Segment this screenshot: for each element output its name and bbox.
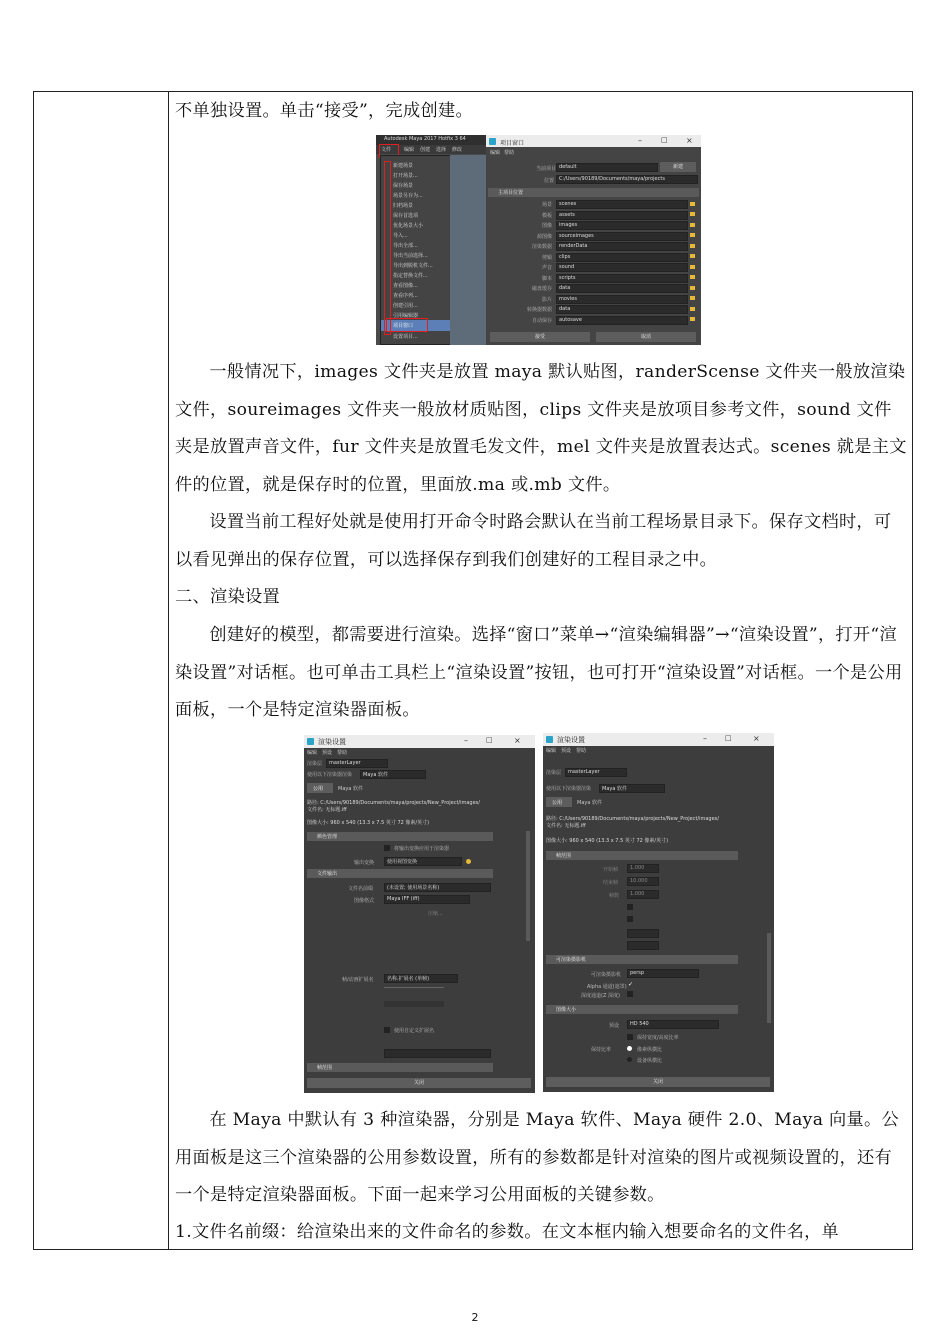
folder-label: 模板	[541, 212, 552, 219]
app-title: Autodesk Maya 2017 Hotfix 3 64	[384, 136, 466, 142]
viewport-area	[450, 155, 490, 345]
folder-path-input[interactable]: data	[556, 305, 688, 314]
end-frame-input[interactable]: 10.000	[627, 877, 659, 886]
extension-input[interactable]	[384, 1049, 491, 1058]
scrollbar[interactable]	[526, 831, 530, 941]
menu-item[interactable]: 保存场景	[393, 183, 414, 189]
project-window	[486, 135, 701, 345]
menu-edit[interactable]: 编辑	[490, 150, 501, 156]
menu-item[interactable]: 导出当前选择...	[393, 253, 428, 259]
maya-logo-icon	[546, 736, 553, 743]
folder-label: 影片	[541, 296, 552, 303]
radio-button[interactable]	[627, 1057, 632, 1062]
cancel-button[interactable]: 取消	[596, 332, 696, 342]
render-layer-select[interactable]: masterLayer	[326, 759, 388, 768]
filename-text: 文件名: 无标题.iff	[307, 807, 347, 813]
pixel-aspect-label: 像素纵横比	[637, 1047, 663, 1053]
tab-maya-software[interactable]: Maya 软件	[338, 786, 363, 792]
folder-icon[interactable]	[690, 286, 695, 290]
minimize-button[interactable]: –	[703, 734, 707, 743]
preset-select[interactable]: HD 540	[627, 1020, 719, 1029]
menu-item[interactable]: 优化场景大小	[393, 223, 424, 229]
window-title: 渲染设置	[318, 738, 346, 746]
menu-item[interactable]: 设置项目...	[393, 334, 418, 340]
folder-label: 剪辑	[541, 254, 552, 261]
maximize-button[interactable]: □	[486, 736, 493, 744]
menu-item[interactable]: 创建引用...	[393, 303, 418, 309]
renderer-label: 使用以下渲染器渲染	[546, 786, 592, 792]
paragraph: 设置当前工程好处就是使用打开命令时路会默认在当前工程场景目录下。保存文档时，可以看见弹出的保存位置，可以选择保存到我们创建好的工程目录之中。	[175, 512, 892, 570]
depth-label: 深度通道(Z 深度)	[581, 993, 620, 999]
frame-ext-select[interactable]: 名称.扩展名 (单帧)	[384, 974, 458, 983]
maximize-button[interactable]: □	[725, 734, 732, 742]
output-transform-select[interactable]: 使用视图变换	[384, 857, 462, 866]
folder-label: 渲染数据	[531, 244, 552, 250]
menu-item[interactable]: 打开场景...	[393, 173, 418, 179]
menu-item[interactable]: 归档场景	[393, 203, 414, 209]
folder-icon[interactable]	[690, 265, 695, 269]
section-color-management[interactable]: 颜色管理	[307, 832, 493, 841]
render-layer-label: 渲染层	[546, 770, 562, 776]
new-project-button[interactable]: 新建	[660, 162, 696, 172]
folder-label: 自动保存	[531, 317, 552, 324]
folder-icon[interactable]	[690, 307, 695, 311]
menu-preset[interactable]: 预设	[322, 750, 333, 756]
renderer-label: 使用以下渲染器渲染	[307, 772, 353, 778]
app-menu-create[interactable]: 创建	[420, 147, 431, 153]
checkbox[interactable]	[384, 1027, 390, 1033]
section-header[interactable]: 主项目位置	[488, 188, 699, 197]
alpha-label: Alpha 通道(遮罩)	[587, 984, 627, 990]
prefix-input[interactable]: (未设置; 使用场景名称)	[384, 883, 491, 892]
accept-button[interactable]: 接受	[490, 332, 590, 342]
paragraph: 在 Maya 中默认有 3 种渲染器，分别是 Maya 软件、Maya 硬件 2.0、Maya 向量。公用面板是这三个渲染器的公用参数设置，所有的参数都是针对渲染的图片或视频设置的，还有一个是特定渲染器面板。下面一起来学习公用面板的关键参数。	[175, 1110, 899, 1205]
minimize-button[interactable]: –	[638, 136, 642, 145]
location-field[interactable]: C:/Users/90189/Documents/maya/projects	[556, 175, 698, 184]
menu-item[interactable]: 新建场景	[393, 163, 414, 169]
keep-ratio-label: 保持宽度/高度比率	[637, 1035, 679, 1041]
close-button-bottom[interactable]: 关闭	[546, 1077, 770, 1087]
close-button[interactable]: ×	[753, 734, 760, 743]
close-button[interactable]: ×	[514, 736, 521, 745]
location-label: 位置	[544, 178, 555, 184]
menu-help[interactable]: 帮助	[337, 750, 348, 756]
render-settings-screenshot-right	[543, 733, 774, 1092]
checkbox[interactable]	[627, 991, 633, 997]
menu-item[interactable]: 指定替换文件...	[393, 273, 428, 279]
folder-path-input[interactable]: sound	[556, 263, 688, 272]
folder-icon[interactable]	[690, 233, 695, 237]
section-file-output[interactable]: 文件输出	[307, 869, 493, 878]
menu-item[interactable]: 导入...	[393, 233, 408, 239]
menu-item[interactable]: 导出到脱机文件...	[393, 263, 433, 269]
menu-item[interactable]: 查看图像...	[393, 283, 418, 289]
camera-label: 可渲染摄影机	[591, 972, 622, 978]
scrollbar[interactable]	[767, 933, 771, 1023]
section-heading: 二、渲染设置	[175, 587, 280, 607]
render-settings-screenshot-left	[304, 735, 535, 1093]
window-title: 项目窗口	[500, 140, 525, 147]
menu-item[interactable]: 场景另存为...	[393, 193, 423, 199]
current-project-label: 当前项目	[536, 166, 557, 172]
project-window-screenshot	[376, 135, 701, 345]
menu-item[interactable]: 查看序列...	[393, 293, 418, 299]
start-frame-input[interactable]: 1.000	[627, 864, 659, 873]
folder-icon[interactable]	[690, 254, 695, 258]
step-input[interactable]: 1.000	[627, 890, 659, 899]
camera-select[interactable]: persp	[627, 969, 699, 978]
highlight-menu-column	[384, 161, 391, 335]
section-frame-range[interactable]: 帧范围	[307, 1063, 493, 1072]
device-aspect-label: 设备纵横比	[637, 1058, 663, 1064]
current-project-field[interactable]: default	[556, 163, 658, 172]
window-title: 渲染设置	[557, 736, 585, 744]
folder-icon[interactable]	[690, 317, 695, 321]
gear-icon[interactable]	[466, 859, 471, 864]
compress-button[interactable]: 压缩...	[428, 911, 443, 917]
radio-button[interactable]	[627, 1046, 632, 1051]
apply-output-label: 将输出变换应用于渲染器	[394, 846, 450, 852]
folder-icon[interactable]	[690, 212, 695, 216]
page-number: 2	[471, 1311, 479, 1324]
maya-logo-icon	[307, 738, 314, 745]
tab-maya-software[interactable]: Maya 软件	[577, 800, 602, 806]
tab-common[interactable]: 公用	[313, 786, 324, 792]
close-button-bottom[interactable]: 关闭	[307, 1078, 531, 1088]
output-transform-label: 输出变换	[354, 860, 375, 866]
checkbox[interactable]	[627, 1034, 633, 1040]
folder-icon[interactable]	[690, 244, 695, 248]
paragraph: 一般情况下，images 文件夹是放置 maya 默认贴图，randerScense 文件夹一般放渲染文件，soureimages 文件夹一般放材质贴图，clips 文件夹是放项目参考文件，sound 文件夹是放置声音文件，fur 文件夹是放置毛发文件，mel 文件夹是放置表达式。scenes 就是主文件的位置，就是保存时的位置，里面放.ma 或.mb 文件。	[175, 362, 907, 495]
checkbox[interactable]	[384, 845, 390, 851]
image-size-text: 图像大小: 960 x 540 (13.3 x 7.5 英寸 72 像素/英寸)	[546, 838, 669, 844]
checkbox[interactable]	[627, 916, 633, 922]
menu-item-project-window[interactable]: 项目窗口	[393, 323, 414, 329]
section-frame-range[interactable]: 帧范围	[546, 851, 738, 860]
custom-ext-label: 使用自定义扩展名	[394, 1028, 435, 1034]
menu-item[interactable]: 引用编辑器	[393, 313, 419, 319]
app-menu-modify[interactable]: 修改	[452, 147, 463, 153]
ratio-label: 保持比率	[591, 1047, 612, 1053]
alpha-checkmark-icon[interactable]: ✓	[628, 981, 634, 988]
menu-help[interactable]: 帮助	[576, 748, 587, 754]
maximize-button[interactable]: □	[661, 136, 668, 144]
frame-ext-label: 帧/动画扩展名	[342, 977, 374, 983]
folder-path-input[interactable]: scripts	[556, 274, 688, 283]
tab-common[interactable]: 公用	[552, 800, 563, 806]
minimize-button[interactable]: –	[464, 736, 468, 745]
step-label: 帧数	[609, 893, 620, 899]
menu-item[interactable]: 保存首选项	[393, 213, 419, 219]
folder-path-input[interactable]: renderData	[556, 242, 688, 251]
paragraph: 1.文件名前缀：给渲染出来的文件命名的参数。在文本框内输入想要命名的文件名，单	[175, 1222, 840, 1242]
paragraph: 不单独设置。单击“接受”，完成创建。	[175, 101, 473, 121]
end-frame-label: 结束帧	[603, 880, 619, 886]
folder-icon[interactable]	[690, 296, 695, 300]
renderer-select[interactable]: Maya 软件	[360, 770, 426, 779]
folder-path-input[interactable]: assets	[556, 211, 688, 220]
highlight-project-window-item	[386, 318, 428, 332]
close-button[interactable]: ×	[686, 136, 693, 145]
menu-preset[interactable]: 预设	[561, 748, 572, 754]
checkbox[interactable]	[627, 904, 633, 910]
table-column-divider	[168, 92, 169, 1249]
folder-label: 磁盘缓存	[531, 286, 552, 292]
folder-path-input[interactable]: sourceimages	[556, 232, 688, 241]
renderer-select[interactable]: Maya 软件	[599, 784, 665, 793]
menu-item[interactable]: 导出全部...	[393, 243, 418, 249]
prefix-label: 文件名前缀	[348, 886, 374, 892]
folder-path-input[interactable]: clips	[556, 253, 688, 262]
section-image-size[interactable]: 图像大小	[546, 1005, 738, 1014]
app-menu-select[interactable]: 选择	[436, 147, 447, 153]
menu-edit[interactable]: 编辑	[307, 750, 318, 756]
folder-path-input[interactable]: images	[556, 221, 688, 230]
app-menu-file[interactable]: 文件	[381, 147, 392, 153]
frame-input[interactable]	[627, 941, 659, 950]
image-size-text: 图像大小: 960 x 540 (13.3 x 7.5 英寸 72 像素/英寸)	[307, 820, 430, 826]
folder-path-input[interactable]: autosave	[556, 316, 688, 325]
app-menu-edit[interactable]: 编辑	[404, 147, 415, 153]
folder-label: 脚本	[541, 275, 552, 282]
image-format-select[interactable]: Maya IFF (iff)	[384, 895, 470, 904]
folder-label: 场景	[541, 202, 552, 208]
folder-icon[interactable]	[690, 202, 695, 206]
filename-text: 文件名: 无标题.iff	[546, 823, 586, 829]
paragraph: 创建好的模型，都需要进行渲染。选择“窗口”菜单→“渲染编辑器”→“渲染设置”，打开“渲染设置”对话框。也可单击工具栏上“渲染设置”按钮，也可打开“渲染设置”对话框。一个是公用面板，一个是特定渲染器面板。	[175, 625, 903, 720]
render-layer-label: 渲染层	[307, 761, 323, 767]
path-text: 路径: C:/Users/90189/Documents/maya/projects/New_Project/images/	[546, 816, 719, 822]
folder-label: 转换器数据	[526, 307, 552, 313]
maya-logo-icon	[489, 138, 496, 145]
image-format-label: 图像格式	[354, 898, 375, 904]
folder-path-input[interactable]: scenes	[556, 200, 688, 209]
frame-input[interactable]	[627, 929, 659, 938]
path-text: 路径: C:/Users/90189/Documents/maya/projects/New_Project/images/	[307, 800, 480, 806]
start-frame-label: 开始帧	[603, 867, 619, 873]
folder-path-input[interactable]: movies	[556, 295, 688, 304]
folder-icon[interactable]	[690, 223, 695, 227]
folder-label: 源图像	[536, 233, 552, 240]
folder-label: 图像	[541, 223, 552, 229]
folder-path-input[interactable]: data	[556, 284, 688, 293]
preset-label: 预设	[609, 1023, 620, 1029]
menu-edit[interactable]: 编辑	[546, 748, 557, 754]
section-renderable-cameras[interactable]: 可渲染摄影机	[546, 955, 738, 964]
folder-icon[interactable]	[690, 275, 695, 279]
folder-label: 声音	[541, 265, 552, 271]
menu-help[interactable]: 帮助	[504, 150, 515, 156]
render-layer-select[interactable]: masterLayer	[565, 768, 627, 777]
